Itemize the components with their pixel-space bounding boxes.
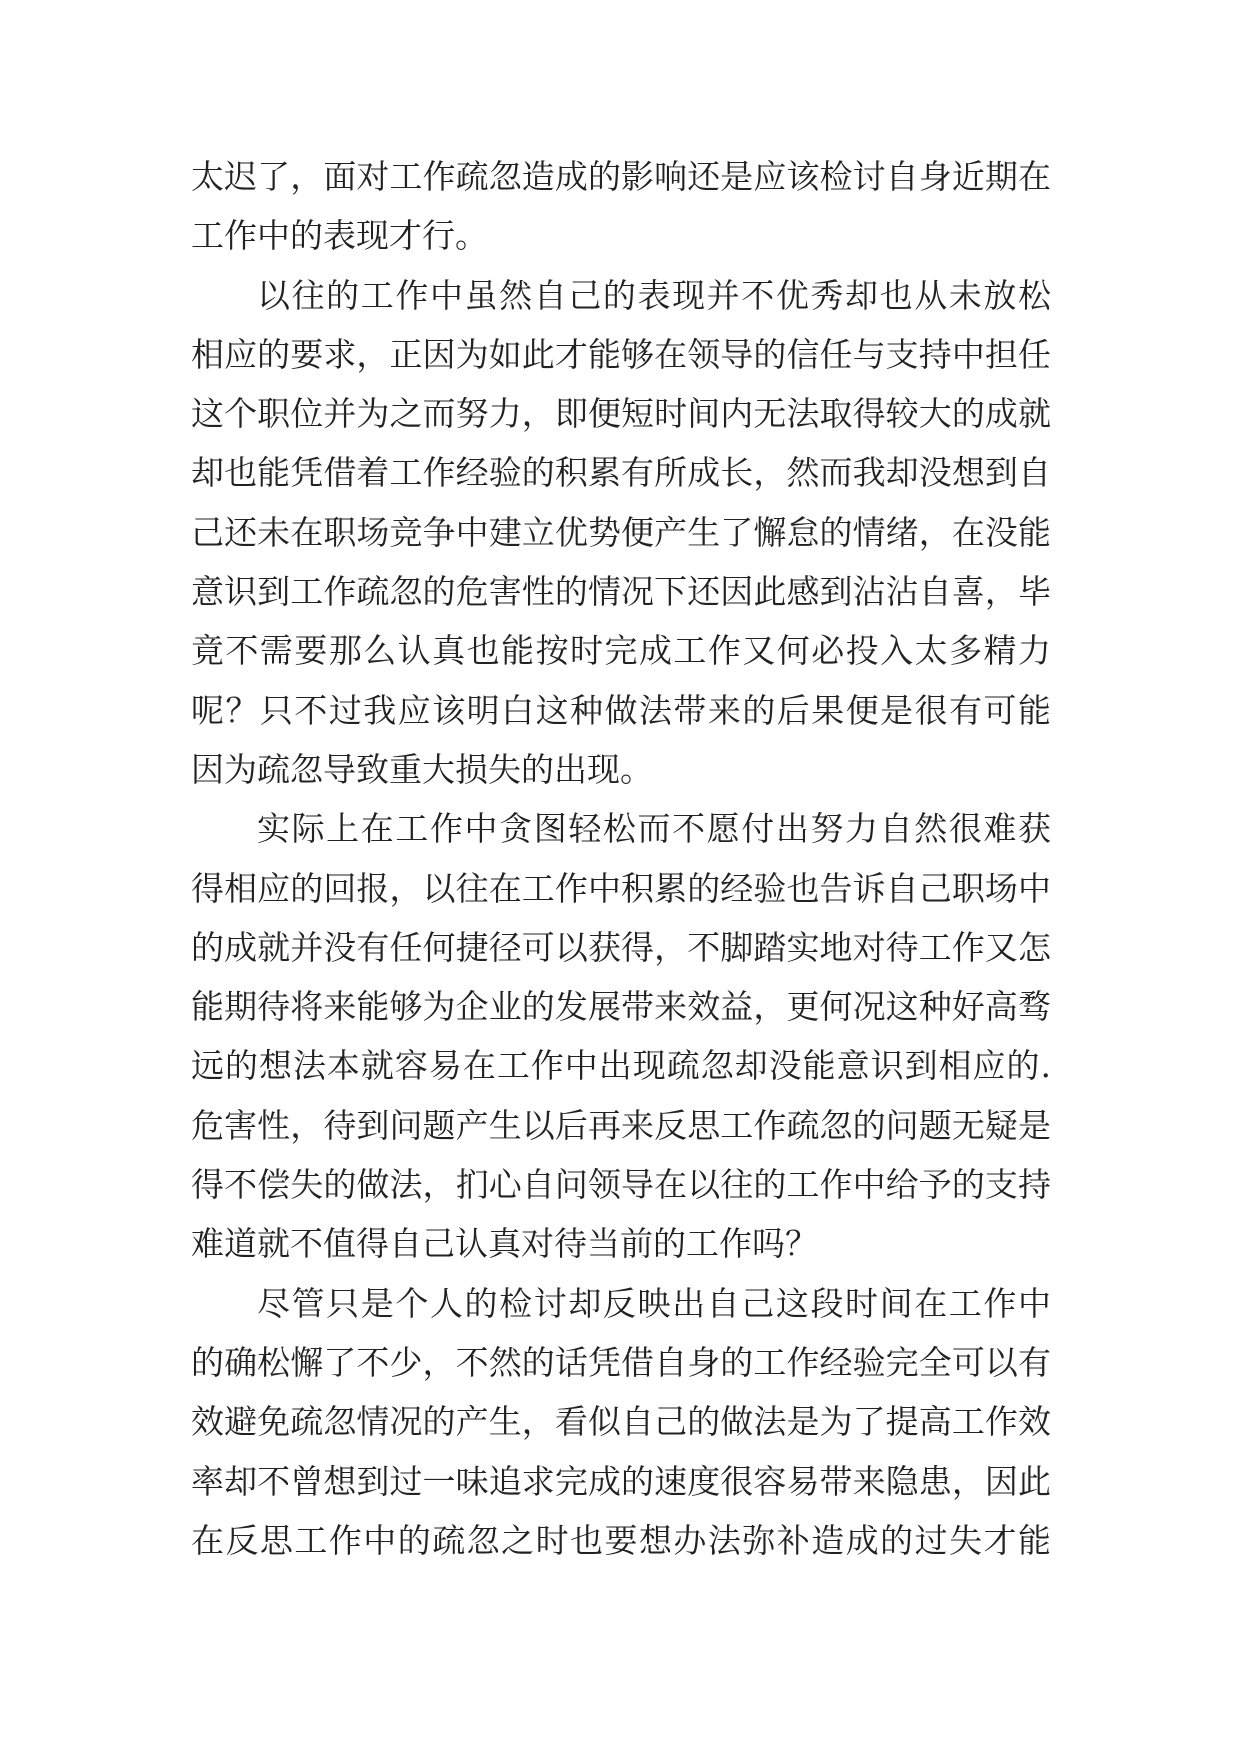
text-line: 的确松懈了不少，不然的话凭借自身的工作经验完全可以有 <box>191 1342 1051 1382</box>
text-line: 己还未在职场竞争中建立优势便产生了懈怠的情绪，在没能 <box>191 512 1051 552</box>
text-line: 太迟了，面对工作疏忽造成的影响还是应该检讨自身近期在 <box>191 157 1051 196</box>
text-line: 因为疏忽导致重大损失的出现。 <box>191 749 653 789</box>
text-line: 得不偿失的做法，扪心自问领导在以往的工作中给予的支持 <box>191 1165 1051 1205</box>
text-line: 竟不需要那么认真也能按时完成工作又何必投入太多精力 <box>191 631 1051 671</box>
text-line: 在反思工作中的疏忽之时也要想办法弥补造成的过失才能 <box>191 1520 1051 1560</box>
paragraph <box>191 266 1051 800</box>
text-line: 效避免疏忽情况的产生，看似自己的做法是为了提高工作效 <box>191 1402 1051 1442</box>
text-line: 呢？只不过我应该明白这种做法带来的后果便是很有可能 <box>191 690 1051 730</box>
text-line: 这个职位并为之而努力，即便短时间内无法取得较大的成就 <box>191 394 1051 434</box>
text-line: 工作中的表现才行。 <box>191 216 488 256</box>
text-line: 尽管只是个人的检讨却反映出自己这段时间在工作中 <box>257 1283 1051 1323</box>
text-line: 却也能凭借着工作经验的积累有所成长，然而我却没想到自 <box>191 453 1051 493</box>
text-line: 难道就不值得自己认真对待当前的工作吗？ <box>191 1224 818 1264</box>
paragraph <box>191 799 1051 1273</box>
text-line: 的成就并没有任何捷径可以获得，不脚踏实地对待工作又怎 <box>191 927 1051 967</box>
document-body <box>191 147 1051 1570</box>
text-line: 意识到工作疏忽的危害性的情况下还因此感到沾沾自喜，毕 <box>191 572 1051 612</box>
text-line: 率却不曾想到过一味追求完成的速度很容易带来隐患，因此 <box>191 1461 1051 1501</box>
text-line: 相应的要求，正因为如此才能够在领导的信任与支持中担任 <box>191 334 1051 374</box>
text-line: 以往的工作中虽然自己的表现并不优秀却也从未放松 <box>257 275 1051 315</box>
paragraph <box>191 1274 1051 1570</box>
paragraph <box>191 147 1051 266</box>
text-line: 远的想法本就容易在工作中出现疏忽却没能意识到相应的. <box>191 1046 1051 1086</box>
text-line: 得相应的回报，以往在工作中积累的经验也告诉自己职场中 <box>191 868 1051 908</box>
text-line: 能期待将来能够为企业的发展带来效益，更何况这种好高骛 <box>191 987 1051 1027</box>
text-line: 危害性，待到问题产生以后再来反思工作疏忽的问题无疑是 <box>191 1105 1051 1145</box>
text-line: 实际上在工作中贪图轻松而不愿付出努力自然很难获 <box>257 809 1051 849</box>
